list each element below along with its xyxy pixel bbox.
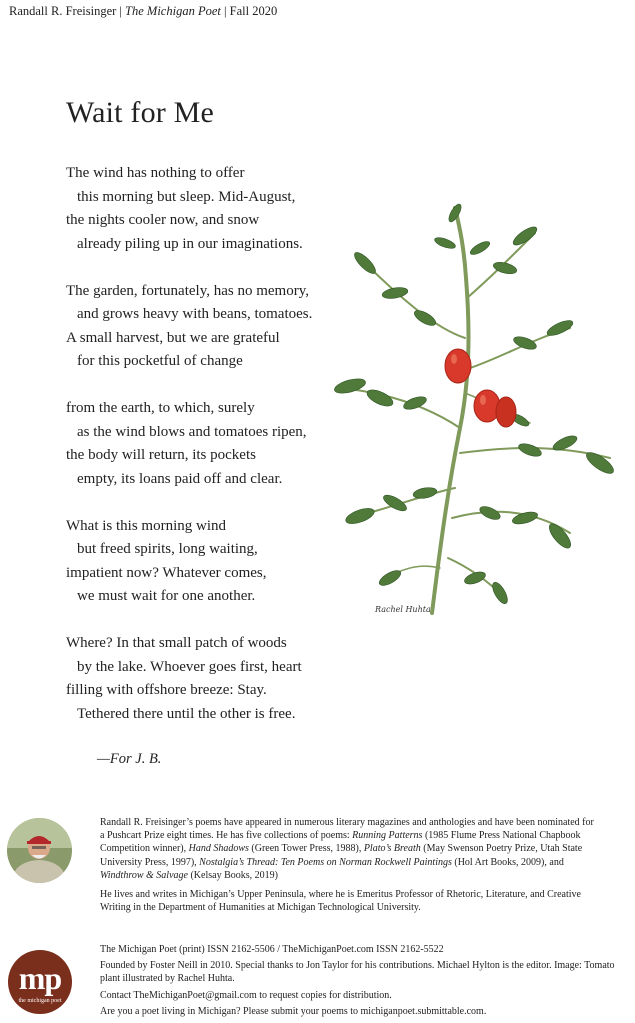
header-issue: Fall 2020 <box>229 4 278 18</box>
poem-line: already piling up in our imaginations. <box>77 235 303 252</box>
poem-line: What is this morning wind <box>66 517 226 534</box>
author-bio <box>100 816 600 920</box>
poem-line: The wind has nothing to offer <box>66 165 245 181</box>
bio-text: (May Swenson Poetry Prize, Utah State University Press, 1997), <box>100 843 583 868</box>
poem-line: but freed spirits, long waiting, <box>77 541 258 557</box>
bio-text: Randall R. Freisinger’s poems have appeared in numerous literary magazines and anthologies and have been nominated for a Pushcart Prize eight times. He has five collections of poems: <box>100 817 594 842</box>
poem-line: and grows heavy with beans, tomatoes. <box>77 306 313 322</box>
book-title: Nostalgia’s Thread: Ten Poems on Norman Rockwell Paintings <box>199 856 452 868</box>
bio-text: (Kelsay Books, 2019) <box>187 869 278 881</box>
bio-text: (Green Tower Press, 1988), <box>248 843 364 855</box>
poem-line: Tethered there until the other is free. <box>77 705 296 722</box>
poem-line: impatient now? Whatever comes, <box>66 564 267 581</box>
poem-stanza <box>66 632 346 726</box>
logo-mark: mp <box>18 960 62 996</box>
author-photo <box>7 818 72 883</box>
poem-line: the body will return, its pockets <box>66 447 256 463</box>
footer-credits: Founded by Foster Neill in 2010. Special thanks to Jon Taylor for his contributions. Michael Hylton is the editor. Image: Tomato plant illustrated by Rachel Huhta. <box>100 960 615 985</box>
michigan-poet-logo <box>8 950 72 1014</box>
footer-contact: Contact TheMichiganPoet@gmail.com to request copies for distribution. <box>100 989 392 1001</box>
poem-stanza <box>66 515 346 609</box>
poem-line: by the lake. Whoever goes first, heart <box>77 658 302 675</box>
poem-line: as the wind blows and tomatoes ripen, <box>77 423 307 440</box>
poem-line: for this pocketful of change <box>77 353 243 369</box>
bio-paragraph <box>100 816 600 882</box>
poem-stanza <box>66 397 346 491</box>
footer <box>100 943 620 1021</box>
poem-line: this morning but sleep. Mid-August, <box>77 188 296 205</box>
page-header <box>9 4 277 19</box>
book-title: Hand Shadows <box>188 843 249 855</box>
poem-stanza <box>66 162 346 256</box>
tomato-plant-illustration <box>320 188 635 620</box>
bio-paragraph: He lives and writes in Michigan’s Upper Peninsula, where he is Emeritus Professor of Rhetoric, Literature, and Creative Writing in the Department of Humanities at Michigan Technological University. <box>100 889 581 914</box>
poem-line: the nights cooler now, and snow <box>66 212 260 228</box>
poem-line: empty, its loans paid off and clear. <box>77 470 283 487</box>
logo-caption: the michigan poet <box>18 998 62 1004</box>
poem-line: Where? In that small patch of woods <box>66 635 287 651</box>
footer-submit: Are you a poet living in Michigan? Please submit your poems to michiganpoet.submittable.com. <box>100 1005 487 1017</box>
poem-line: The garden, fortunately, has no memory, <box>66 282 309 299</box>
book-title: Windthrow & Salvage <box>100 869 188 881</box>
footer-issn: The Michigan Poet (print) ISSN 2162-5506 / TheMichiganPoet.com ISSN 2162-5522 <box>100 944 444 955</box>
poem-line: from the earth, to which, surely <box>66 400 255 416</box>
bio-text: (Hol Art Books, 2009), and <box>451 856 564 868</box>
header-separator: | <box>116 4 126 18</box>
bio-text: (1985 Flume Press National Chapbook Competition winner), <box>100 830 581 855</box>
poem-body <box>66 162 346 750</box>
poem-line: filling with offshore breeze: Stay. <box>66 682 267 698</box>
header-separator: | <box>220 4 230 18</box>
poem-stanza <box>66 280 346 374</box>
poem-line: A small harvest, but we are grateful <box>66 329 280 346</box>
header-author: Randall R. Freisinger <box>9 4 117 18</box>
poem-title: Wait for Me <box>66 96 215 129</box>
poem-dedication: —For J. B. <box>97 751 162 767</box>
book-title: Plato’s Breath <box>363 843 421 855</box>
poem-line: we must wait for one another. <box>77 588 256 604</box>
tomatoes <box>445 349 516 427</box>
illustration-signature: Rachel Huhta <box>375 605 431 614</box>
header-publication: The Michigan Poet <box>125 4 221 18</box>
book-title: Running Patterns <box>352 830 423 842</box>
